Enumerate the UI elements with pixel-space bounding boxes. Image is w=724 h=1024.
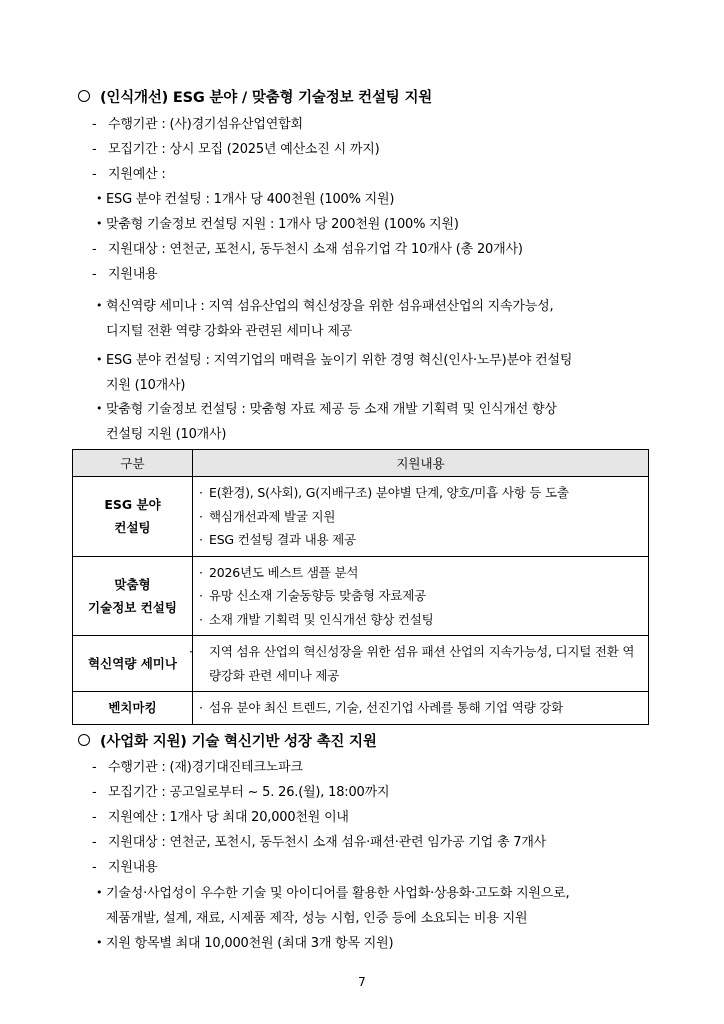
s1-content-line: - 지원내용 <box>92 267 158 282</box>
table-row <box>73 477 649 557</box>
bullet-icon: • <box>96 192 103 205</box>
bullet-icon: • <box>96 886 103 899</box>
s2-content-item-2: • 지원 항목별 최대 10,000천원 (최대 3개 항목 지원) <box>96 936 394 951</box>
s1-content-item-2-cont: 지원 (10개사) <box>106 378 186 393</box>
table-item: · ESG 컨설팅 결과 내용 제공 <box>199 532 356 547</box>
circle-bullet-icon <box>78 90 90 102</box>
s2-target-line: - 지원대상 : 연천군, 포천시, 동두천시 소재 섬유·패션·관련 임가공 기업 총 7개사 <box>92 835 547 850</box>
s2-content-item-1: • 기술성·사업성이 우수한 기술 및 아이디어를 활용한 사업화·상용화·고도화 지원으로, <box>96 886 570 901</box>
s2-agency-line: - 수행기관 : (재)경기대진테크노파크 <box>92 760 303 775</box>
table-row-content <box>193 477 649 557</box>
page-number: 7 <box>358 975 366 989</box>
bullet-icon: • <box>96 299 103 312</box>
table-header-content: 지원내용 <box>193 450 649 477</box>
table-row <box>73 556 649 636</box>
table-item: · 섬유 분야 최신 트렌드, 기술, 선진기업 사례를 통해 기업 역량 강화 <box>199 700 564 715</box>
s1-content-item-3: • 맞춤형 기술정보 컨설팅 : 맞춤형 자료 제공 등 소재 개발 기획력 및 인식개선 향상 <box>96 402 557 417</box>
s2-content-item-1-cont: 제품개발, 설계, 재료, 시제품 제작, 성능 시험, 인증 등에 소요되는 비용 지원 <box>106 911 528 926</box>
table-item: · 유망 신소재 기술동향등 맞춤형 자료제공 <box>199 588 426 603</box>
table-row <box>73 636 649 692</box>
circle-bullet-icon <box>78 734 90 746</box>
s1-budget-esg-line: • ESG 분야 컨설팅 : 1개사 당 400천원 (100% 지원) <box>96 192 395 207</box>
s1-content-item-2: • ESG 분야 컨설팅 : 지역기업의 매력을 높이기 위한 경영 혁신(인사·노무)분야 컨설팅 <box>96 353 573 368</box>
support-content-table <box>72 449 649 725</box>
s1-period-line: - 모집기간 : 상시 모집 (2025년 예산소진 시 까지) <box>92 142 380 157</box>
table-item: · 핵심개선과제 발굴 지원 <box>199 508 336 524</box>
table-row-content <box>193 692 649 725</box>
table-header-row <box>73 450 649 477</box>
table-row-category: 혁신역량 세미나 <box>73 636 193 692</box>
s2-period-line: - 모집기간 : 공고일로부터 ~ 5. 26.(월), 18:00까지 <box>92 785 390 800</box>
table-row <box>73 692 649 725</box>
table-row-category: ESG 분야 컨설팅 <box>73 477 193 557</box>
table-item: · E(환경), S(사회), G(지배구조) 분야별 단계, 양호/미흡 사항 등 도출 <box>199 485 569 500</box>
section1-heading: (인식개선) ESG 분야 / 맞춤형 기술정보 컨설팅 지원 <box>78 86 432 107</box>
bullet-icon: • <box>96 353 103 366</box>
s1-content-item-3-cont: 컨설팅 지원 (10개사) <box>106 427 227 442</box>
s1-agency-line: - 수행기관 : (사)경기섬유산업연합회 <box>92 117 303 132</box>
s2-content-line: - 지원내용 <box>92 860 158 875</box>
s1-target-line: - 지원대상 : 연천군, 포천시, 동두천시 소재 섬유기업 각 10개사 (총 20개사) <box>92 242 523 257</box>
table-row-content <box>189 636 649 692</box>
table-item: · 2026년도 베스트 샘플 분석 <box>199 564 359 580</box>
bullet-icon: • <box>96 217 103 230</box>
table-row-category: 벤치마킹 <box>73 692 193 725</box>
table-header-category: 구분 <box>73 450 193 477</box>
table-row-content <box>193 556 649 636</box>
table-item: · 지역 섬유 산업의 혁신성장을 위한 섬유 패션 산업의 지속가능성, 디지털 전환 역량강화 관련 세미나 제공 <box>189 644 635 683</box>
table-row-category: 맞춤형 기술정보 컨설팅 <box>73 556 193 636</box>
s1-content-item-1-cont: 디지털 전환 역량 강화와 관련된 세미나 제공 <box>106 324 353 339</box>
bullet-icon: • <box>96 936 103 949</box>
s1-budget-line: - 지원예산 : <box>92 167 166 182</box>
s2-budget-line: - 지원예산 : 1개사 당 최대 20,000천원 이내 <box>92 810 349 825</box>
bullet-icon: • <box>96 402 103 415</box>
table-item: · 소재 개발 기획력 및 인식개선 향상 컨설팅 <box>199 611 434 627</box>
s1-content-item-1: • 혁신역량 세미나 : 지역 섬유산업의 혁신성장을 위한 섬유패션산업의 지속가능성, <box>96 299 554 314</box>
s1-budget-custom-line: • 맞춤형 기술정보 컨설팅 지원 : 1개사 당 200천원 (100% 지원) <box>96 217 459 232</box>
section2-heading: (사업화 지원) 기술 혁신기반 성장 촉진 지원 <box>78 730 377 751</box>
